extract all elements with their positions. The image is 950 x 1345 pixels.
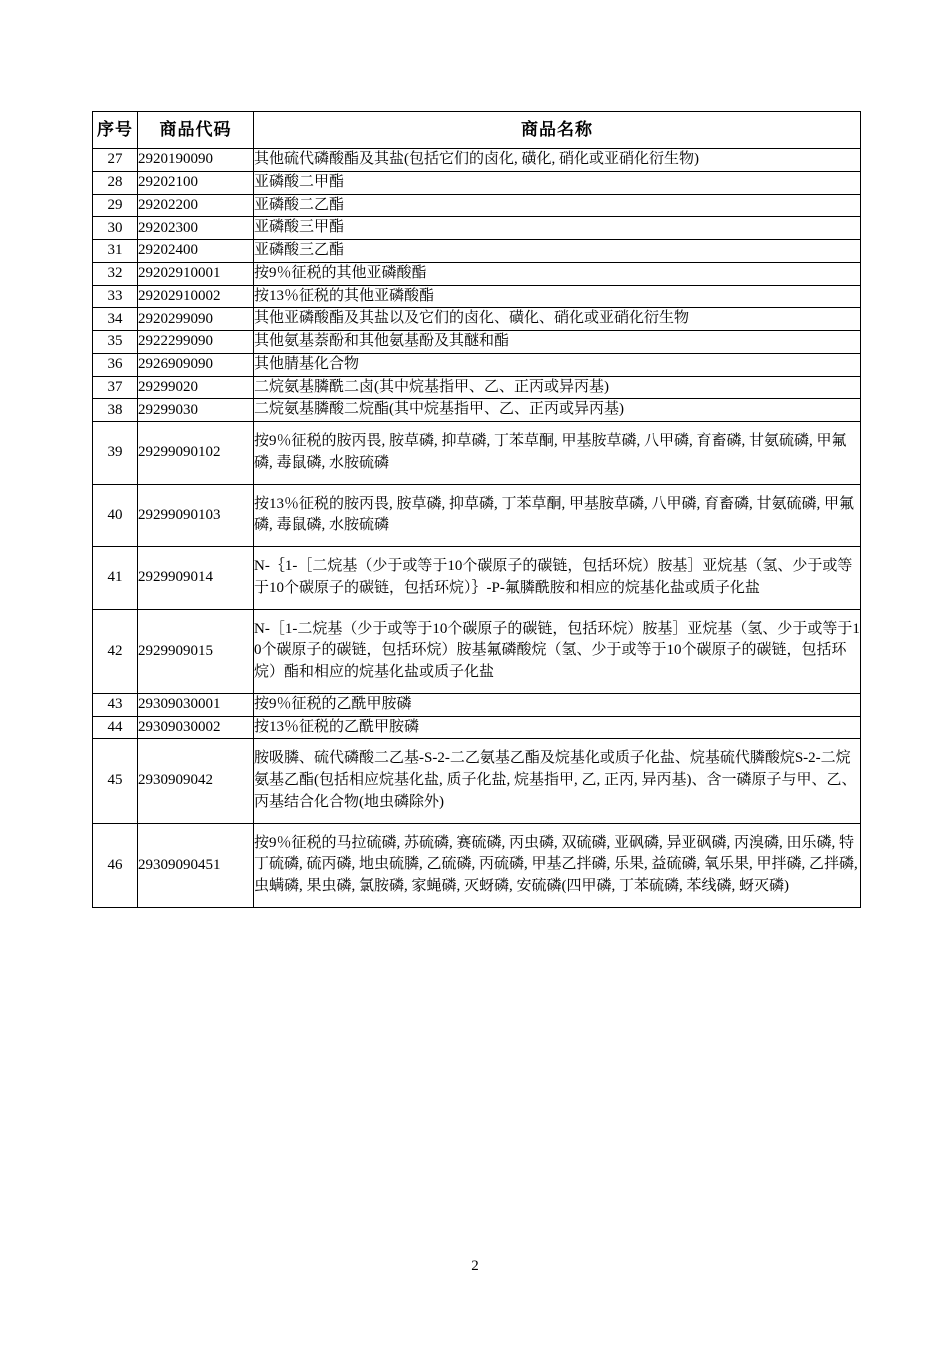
cell-code: 29299090102 bbox=[138, 422, 254, 485]
cell-code: 29309030001 bbox=[138, 693, 254, 716]
table-header-row bbox=[93, 112, 861, 149]
cell-seq: 39 bbox=[93, 422, 138, 485]
cell-seq: 29 bbox=[93, 194, 138, 217]
table-body bbox=[93, 149, 861, 908]
cell-seq: 28 bbox=[93, 171, 138, 194]
cell-code: 29309030002 bbox=[138, 716, 254, 739]
cell-name: N-｛1-［二烷基（少于或等于10个碳原子的碳链，包括环烷）胺基］亚烷基（氢、少于或等于10个碳原子的碳链，包括环烷）｝-P-氟膦酰胺和相应的烷基化盐或质子化盐 bbox=[254, 547, 861, 610]
cell-code: 29299020 bbox=[138, 376, 254, 399]
cell-name: N-［1-二烷基（少于或等于10个碳原子的碳链，包括环烷）胺基］亚烷基（氢、少于或等于10个碳原子的碳链，包括环烷）胺基氟磷酸烷（氢、少于或等于10个碳原子的碳链，包括环烷）酯和相应的烷基化盐或质子化盐 bbox=[254, 609, 861, 693]
cell-seq: 41 bbox=[93, 547, 138, 610]
cell-seq: 37 bbox=[93, 376, 138, 399]
cell-name: 按9％征税的胺丙畏, 胺草磷, 抑草磷, 丁苯草酮, 甲基胺草磷, 八甲磷, 育畜磷, 甘氨硫磷, 甲氟磷, 毒鼠磷, 水胺硫磷 bbox=[254, 422, 861, 485]
cell-seq: 27 bbox=[93, 149, 138, 172]
cell-name: 亚磷酸二甲酯 bbox=[254, 171, 861, 194]
cell-code: 2930909042 bbox=[138, 739, 254, 823]
table-row bbox=[93, 262, 861, 285]
cell-seq: 36 bbox=[93, 353, 138, 376]
table-row bbox=[93, 376, 861, 399]
cell-code: 2920299090 bbox=[138, 308, 254, 331]
cell-seq: 40 bbox=[93, 484, 138, 547]
column-header-name: 商品名称 bbox=[254, 112, 861, 149]
table-row bbox=[93, 739, 861, 823]
goods-table bbox=[92, 111, 861, 908]
cell-code: 29202910001 bbox=[138, 262, 254, 285]
cell-name: 二烷氨基膦酸二烷酯(其中烷基指甲、乙、正丙或异丙基) bbox=[254, 399, 861, 422]
cell-code: 2922299090 bbox=[138, 331, 254, 354]
table-row bbox=[93, 217, 861, 240]
page-number: 2 bbox=[471, 1258, 479, 1274]
table-row bbox=[93, 240, 861, 263]
cell-seq: 45 bbox=[93, 739, 138, 823]
cell-name: 胺吸膦、硫代磷酸二乙基-S-2-二乙氨基乙酯及烷基化或质子化盐、烷基硫代膦酸烷S-2-二烷氨基乙酯(包括相应烷基化盐, 质子化盐, 烷基指甲, 乙, 正丙, 异丙基)、含一磷原子与甲、乙、丙基结合化合物(地虫磷除外) bbox=[254, 739, 861, 823]
cell-name: 其他氨基萘酚和其他氨基酚及其醚和酯 bbox=[254, 331, 861, 354]
cell-name: 亚磷酸二乙酯 bbox=[254, 194, 861, 217]
cell-name: 亚磷酸三甲酯 bbox=[254, 217, 861, 240]
cell-name: 其他亚磷酸酯及其盐以及它们的卤化、磺化、硝化或亚硝化衍生物 bbox=[254, 308, 861, 331]
column-header-code: 商品代码 bbox=[138, 112, 254, 149]
cell-code: 29202400 bbox=[138, 240, 254, 263]
cell-name: 其他硫代磷酸酯及其盐(包括它们的卤化, 磺化, 硝化或亚硝化衍生物) bbox=[254, 149, 861, 172]
table-row bbox=[93, 308, 861, 331]
cell-code: 29202200 bbox=[138, 194, 254, 217]
column-header-seq: 序号 bbox=[93, 112, 138, 149]
cell-code: 2920190090 bbox=[138, 149, 254, 172]
cell-name: 二烷氨基膦酰二卤(其中烷基指甲、乙、正丙或异丙基) bbox=[254, 376, 861, 399]
cell-seq: 33 bbox=[93, 285, 138, 308]
table-row bbox=[93, 285, 861, 308]
cell-name: 按9％征税的其他亚磷酸酯 bbox=[254, 262, 861, 285]
cell-seq: 38 bbox=[93, 399, 138, 422]
cell-name: 按13％征税的其他亚磷酸酯 bbox=[254, 285, 861, 308]
goods-table-container bbox=[92, 111, 860, 908]
table-row bbox=[93, 353, 861, 376]
cell-code: 2929909015 bbox=[138, 609, 254, 693]
table-row bbox=[93, 716, 861, 739]
cell-seq: 34 bbox=[93, 308, 138, 331]
table-row bbox=[93, 399, 861, 422]
cell-code: 2929909014 bbox=[138, 547, 254, 610]
cell-name: 亚磷酸三乙酯 bbox=[254, 240, 861, 263]
cell-code: 29202300 bbox=[138, 217, 254, 240]
cell-name: 按9％征税的马拉硫磷, 苏硫磷, 赛硫磷, 丙虫磷, 双硫磷, 亚砜磷, 异亚砜磷, 丙溴磷, 田乐磷, 特丁硫磷, 硫丙磷, 地虫硫膦, 乙硫磷, 丙硫磷, 甲基乙拌磷, 乐果, 益硫磷, 氧乐果, 甲拌磷, 乙拌磷, 虫螨磷, 果虫磷, 氯胺磷, 家蝇磷, 灭蚜磷, 安硫磷(四甲磷, 丁苯硫磷, 苯线磷, 蚜灭磷) bbox=[254, 823, 861, 907]
cell-name: 其他腈基化合物 bbox=[254, 353, 861, 376]
table-row bbox=[93, 609, 861, 693]
cell-code: 29202910002 bbox=[138, 285, 254, 308]
cell-seq: 43 bbox=[93, 693, 138, 716]
cell-code: 29299090103 bbox=[138, 484, 254, 547]
table-row bbox=[93, 149, 861, 172]
table-row bbox=[93, 693, 861, 716]
cell-seq: 44 bbox=[93, 716, 138, 739]
cell-name: 按9％征税的乙酰甲胺磷 bbox=[254, 693, 861, 716]
cell-name: 按13％征税的乙酰甲胺磷 bbox=[254, 716, 861, 739]
table-row bbox=[93, 823, 861, 907]
cell-code: 29309090451 bbox=[138, 823, 254, 907]
table-row bbox=[93, 422, 861, 485]
table-row bbox=[93, 331, 861, 354]
table-row bbox=[93, 194, 861, 217]
cell-code: 2926909090 bbox=[138, 353, 254, 376]
cell-name: 按13％征税的胺丙畏, 胺草磷, 抑草磷, 丁苯草酮, 甲基胺草磷, 八甲磷, 育畜磷, 甘氨硫磷, 甲氟磷, 毒鼠磷, 水胺硫磷 bbox=[254, 484, 861, 547]
cell-seq: 31 bbox=[93, 240, 138, 263]
cell-seq: 35 bbox=[93, 331, 138, 354]
table-header bbox=[93, 112, 861, 149]
table-row bbox=[93, 171, 861, 194]
cell-code: 29202100 bbox=[138, 171, 254, 194]
cell-code: 29299030 bbox=[138, 399, 254, 422]
cell-seq: 30 bbox=[93, 217, 138, 240]
table-row bbox=[93, 547, 861, 610]
cell-seq: 32 bbox=[93, 262, 138, 285]
table-row bbox=[93, 484, 861, 547]
cell-seq: 42 bbox=[93, 609, 138, 693]
cell-seq: 46 bbox=[93, 823, 138, 907]
